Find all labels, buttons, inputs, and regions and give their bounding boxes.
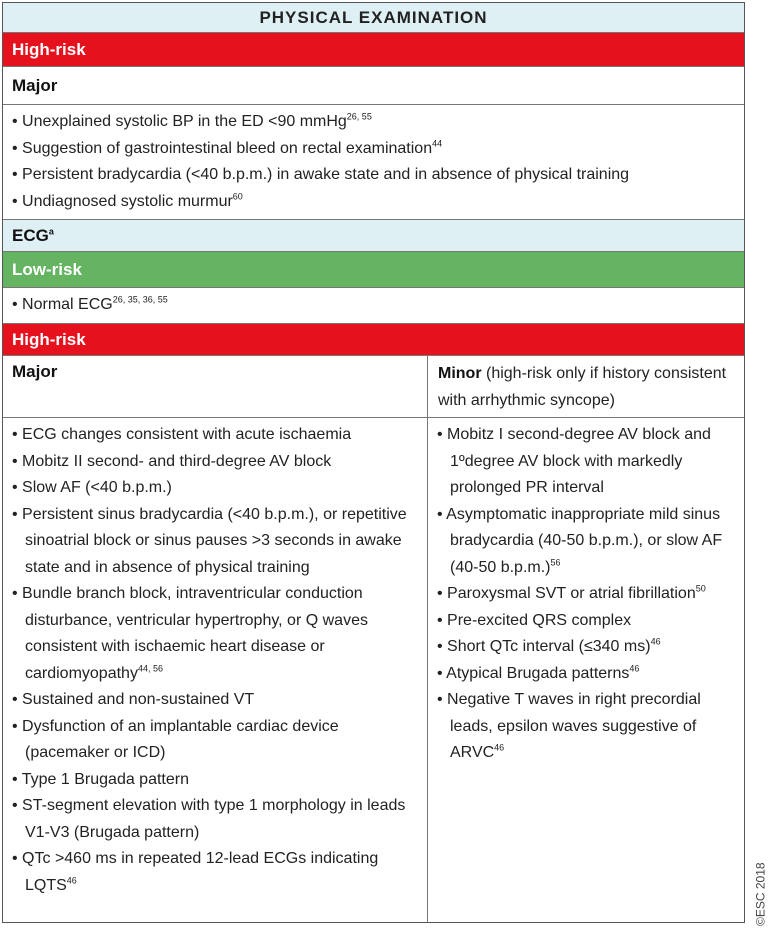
- ecg-major-item: • Sustained and non-sustained VT: [12, 691, 255, 708]
- ecg-minor-item: • Atypical Brugada patterns$^{46}$: [437, 663, 640, 682]
- pe-major-list: [3, 105, 744, 220]
- copyright-notice: ©ESC 2018: [754, 862, 768, 926]
- reference-superscript: 46: [650, 636, 661, 647]
- ecg-high-risk-body: [3, 418, 744, 922]
- ecg-high-risk-header: High-risk: [3, 324, 744, 356]
- ecg-major-item: • Type 1 Brugada pattern: [12, 770, 189, 788]
- ecg-subheader-row: [3, 356, 744, 418]
- ecg-major-header: Major: [12, 362, 58, 381]
- item-text: ST-segment elevation with type 1 morphology in leads V1-V3 (Brugada pattern): [22, 797, 406, 841]
- ecg-minor-item: • Mobitz I second-degree AV block and 1ºdegree AV block with markedly prolonged PR interval: [437, 426, 711, 496]
- item-text: Short QTc interval (≤340 ms): [447, 638, 651, 655]
- item-text: Type 1 Brugada pattern: [21, 770, 189, 788]
- table-title: PHYSICAL EXAMINATION: [3, 3, 744, 33]
- reference-superscript: 44, 56: [137, 663, 163, 674]
- reference-superscript: 46: [66, 875, 77, 886]
- ecg-label: ECG: [12, 226, 49, 245]
- ecg-low-risk-list: [3, 288, 744, 324]
- item-text: Persistent bradycardia (<40 b.p.m.) in awake state and in absence of physical training: [22, 166, 630, 183]
- ecg-major-list: [3, 418, 427, 922]
- item-text: Pre-excited QRS complex: [447, 611, 632, 629]
- minor-qualifier: (high-risk only if history consistent with arrhythmic syncope): [438, 365, 727, 409]
- minor-label: Minor: [438, 365, 482, 382]
- item-text: Bundle branch block, intraventricular conduction disturbance, ventricular hypertrophy, or Q waves consistent with ischaemic heart disease or cardiomyopathy: [22, 585, 368, 682]
- ecg-minor-item: • Negative T waves in right precordial leads, epsilon waves suggestive of ARVC$^{46}$: [437, 691, 701, 761]
- item-text: Normal ECG: [22, 296, 113, 313]
- ecg-minor-item: • Pre-excited QRS complex: [437, 611, 632, 629]
- reference-superscript: 26, 35, 36, 55: [112, 294, 168, 305]
- item-text: Persistent sinus bradycardia (<40 b.p.m.), or repetitive sinoatrial block or sinus pauses >3 seconds in awake state and in absence of physical training: [22, 505, 407, 576]
- ecg-minor-header: [428, 356, 744, 417]
- ecg-minor-list: [428, 418, 744, 922]
- item-text: Suggestion of gastrointestinal bleed on rectal examination: [22, 139, 433, 157]
- ecg-major-item: • ECG changes consistent with acute ischaemia: [12, 426, 352, 443]
- item-text: Sustained and non-sustained VT: [22, 691, 255, 708]
- ecg-major-item: • Mobitz II second- and third-degree AV block: [12, 452, 332, 470]
- pe-list-item: • Suggestion of gastrointestinal bleed on rectal examination$^{44}$: [12, 138, 443, 157]
- item-text: QTc >460 ms in repeated 12-lead ECGs indicating LQTS: [22, 850, 379, 894]
- item-text: Negative T waves in right precordial leads, epsilon waves suggestive of ARVC: [447, 691, 701, 761]
- item-text: Asymptomatic inappropriate mild sinus bradycardia (40-50 b.p.m.), or slow AF (40-50 b.p.m.): [446, 505, 723, 576]
- item-text: Dysfunction of an implantable cardiac device (pacemaker or ICD): [22, 717, 339, 761]
- reference-superscript: 56: [550, 557, 561, 568]
- ecg-minor-item: • Asymptomatic inappropriate mild sinus bradycardia (40-50 b.p.m.), or slow AF (40-50 b.p.m.)$^{56}$: [437, 505, 723, 576]
- reference-superscript: 44: [432, 138, 443, 149]
- ecg-major-item: • ST-segment elevation with type 1 morphology in leads V1-V3 (Brugada pattern): [12, 797, 406, 841]
- item-text: Paroxysmal SVT or atrial fibrillation: [447, 585, 696, 602]
- pe-list-item: • Undiagnosed systolic murmur$^{60}$: [12, 191, 243, 210]
- item-text: Mobitz II second- and third-degree AV block: [22, 452, 332, 470]
- item-text: Atypical Brugada patterns: [446, 664, 630, 682]
- ecg-low-risk-item: • Normal ECG$^{26, 35, 36, 55}$: [12, 294, 168, 313]
- reference-superscript: 46: [629, 663, 640, 674]
- item-text: Slow AF (<40 b.p.m.): [22, 479, 172, 496]
- item-text: ECG changes consistent with acute ischaemia: [22, 426, 352, 443]
- ecg-minor-item: • Paroxysmal SVT or atrial fibrillation$^{50}$: [437, 583, 706, 602]
- pe-list-item: • Persistent bradycardia (<40 b.p.m.) in awake state and in absence of physical training: [12, 166, 630, 183]
- ecg-major-item: • Dysfunction of an implantable cardiac device (pacemaker or ICD): [12, 717, 339, 761]
- ecg-label-footnote: a: [48, 226, 54, 237]
- reference-superscript: 46: [494, 742, 505, 753]
- pe-major-header: Major: [3, 67, 744, 105]
- ecg-major-item: • QTc >460 ms in repeated 12-lead ECGs indicating LQTS$^{46}$: [12, 850, 379, 894]
- ecg-major-item: • Slow AF (<40 b.p.m.): [12, 479, 172, 496]
- ecg-major-item: • Persistent sinus bradycardia (<40 b.p.m.), or repetitive sinoatrial block or sinus pauses >3 seconds in awake state and in absence of physical training: [12, 505, 407, 576]
- ecg-low-risk-header: Low-risk: [3, 252, 744, 288]
- item-text: Mobitz I second-degree AV block and 1ºdegree AV block with markedly prolonged PR interval: [447, 426, 711, 496]
- item-text: Undiagnosed systolic murmur: [22, 192, 233, 210]
- ecg-major-item: • Bundle branch block, intraventricular conduction disturbance, ventricular hypertrophy, or Q waves consistent with ischaemic heart disease or cardiomyopathy$^{44, 56}$: [12, 585, 368, 682]
- risk-table: [2, 2, 745, 923]
- ecg-minor-item: • Short QTc interval (≤340 ms)$^{46}$: [437, 636, 661, 655]
- pe-high-risk-header: High-risk: [3, 33, 744, 67]
- reference-superscript: 50: [695, 583, 706, 594]
- reference-superscript: 26, 55: [346, 111, 372, 122]
- item-text: Unexplained systolic BP in the ED <90 mmHg: [22, 113, 347, 130]
- reference-superscript: 60: [232, 191, 243, 202]
- pe-list-item: • Unexplained systolic BP in the ED <90 mmHg$^{26, 55}$: [12, 111, 372, 130]
- ecg-header: [3, 220, 744, 252]
